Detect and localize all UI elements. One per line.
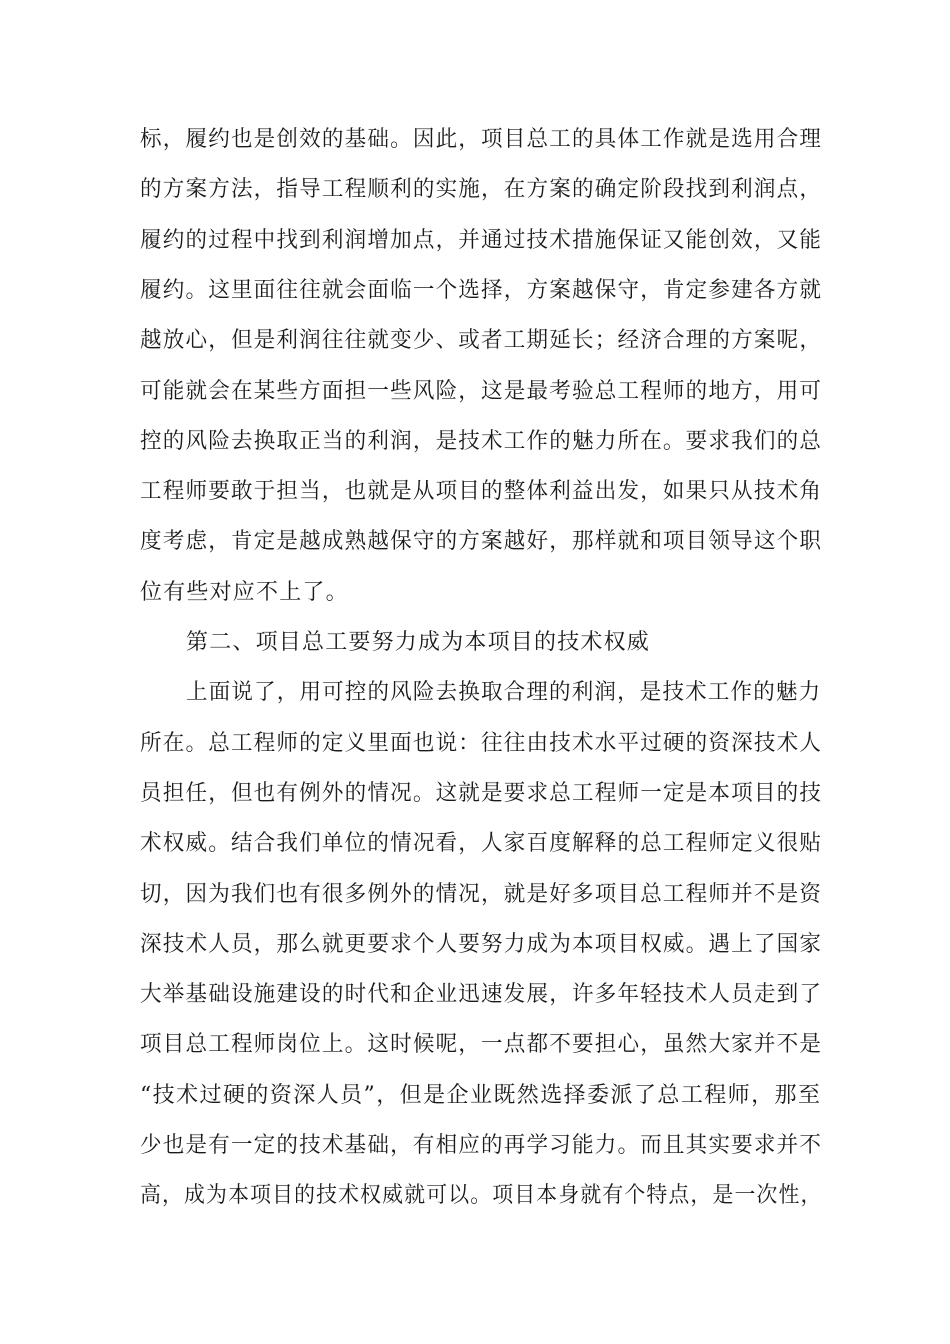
text-line: 越放心，但是利润往往就变少、或者工期延长；经济合理的方案呢， [140,328,823,353]
text-line: 所在。总工程师的定义里面也说：往往由技术水平过硬的资深技术人 [140,731,823,756]
text-line: 切，因为我们也有很多例外的情况，就是好多项目总工程师并不是资 [140,882,823,907]
text-line: 履约的过程中找到利润增加点，并通过技术措施保证又能创效，又能 [140,228,823,253]
text-line: 高，成为本项目的技术权威就可以。项目本身就有个特点，是一次性， [140,1183,823,1208]
text-line: 标，履约也是创效的基础。因此，项目总工的具体工作就是选用合理 [140,127,823,152]
text-line: 控的风险去换取正当的利润，是技术工作的魅力所在。要求我们的总 [140,429,823,454]
text-line: 员担任，但也有例外的情况。这就是要求总工程师一定是本项目的技 [140,781,823,806]
text-line: 度考虑，肯定是越成熟越保守的方案越好，那样就和项目领导这个职 [140,529,823,554]
text-line: 位有些对应不上了。 [140,580,349,605]
text-line: 项目总工程师岗位上。这时候呢，一点都不要担心，虽然大家并不是 [140,1032,823,1057]
text-line: 术权威。结合我们单位的情况看，人家百度解释的总工程师定义很贴 [140,831,823,856]
text-line: 履约。这里面往往就会面临一个选择，方案越保守，肯定参建各方就 [140,278,823,303]
text-line: 工程师要敢于担当，也就是从项目的整体利益出发，如果只从技术角 [140,479,823,504]
text-line: 上面说了，用可控的风险去换取合理的利润，是技术工作的魅力 [186,680,822,705]
text-line: 深技术人员，那么就更要求个人要努力成为本项目权威。遇上了国家 [140,932,823,957]
text-line: 少也是有一定的技术基础，有相应的再学习能力。而且其实要求并不 [140,1133,823,1158]
text-line: 大举基础设施建设的时代和企业迅速发展，许多年轻技术人员走到了 [140,982,823,1007]
text-line: 第二、项目总工要努力成为本项目的技术权威 [186,630,651,655]
text-line: “技术过硬的资深人员”，但是企业既然选择委派了总工程师，那至 [140,1083,822,1108]
text-line: 可能就会在某些方面担一些风险，这是最考验总工程师的地方，用可 [140,379,823,404]
text-line: 的方案方法，指导工程顺利的实施，在方案的确定阶段找到利润点， [140,177,823,202]
